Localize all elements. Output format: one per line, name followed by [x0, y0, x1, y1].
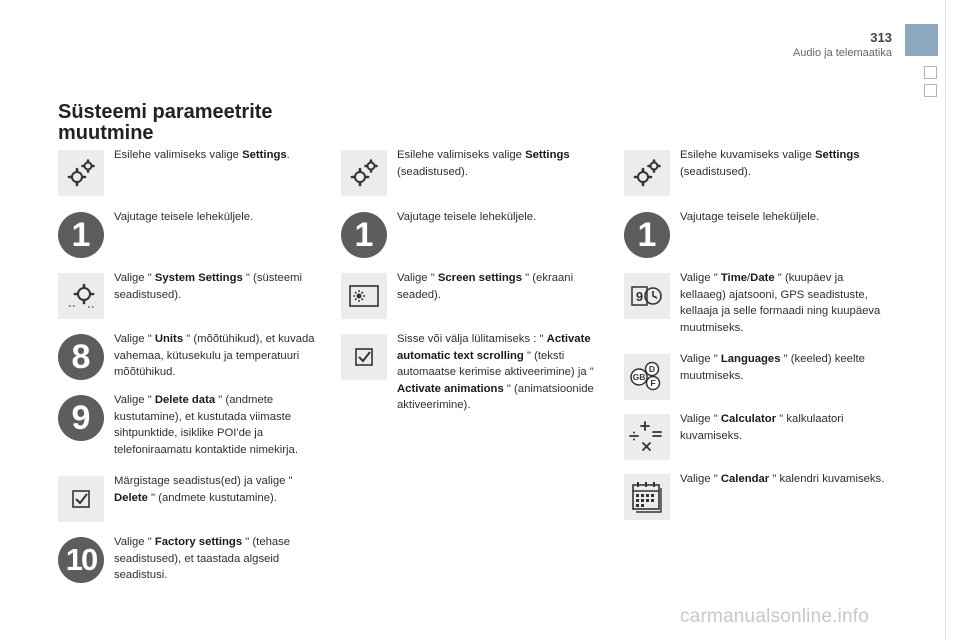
time-icon-digit: 9: [635, 289, 644, 304]
step-text: Vajutage teisele leheküljele.: [114, 211, 254, 223]
step-text: Vajutage teisele leheküljele.: [397, 211, 537, 223]
watermark: carmanualsonline.info: [680, 606, 870, 627]
step-text: Valige " Delete data " (andmete kustutamine), et kustutada viimaste sihtpunktide, isiklike POI'de ja telefoniraamatu kontaktide nimekirja.: [114, 394, 298, 456]
language-label: D: [648, 364, 656, 374]
settings-gears-icon: [341, 150, 387, 196]
languages-icon: [624, 354, 670, 400]
step-text: Valige " Screen settings " (ekraani seaded).: [397, 272, 574, 301]
chapter-tab: [905, 24, 938, 56]
step-text: Valige " Calculator " kalkulaatori kuvamiseks.: [680, 413, 844, 442]
page-title: Süsteemi parameetrite muutmine: [58, 101, 273, 144]
system-settings-icon: [58, 273, 104, 319]
checkbox-icon: [341, 334, 387, 380]
step-text: Valige " Calendar " kalendri kuvamiseks.: [680, 473, 885, 485]
calculator-icon: [624, 414, 670, 460]
section-title: Audio ja telemaatika: [792, 47, 892, 59]
step-text: Esilehe valimiseks valige Settings.: [114, 149, 290, 161]
language-label: GB: [632, 372, 646, 382]
page-number: 313: [870, 30, 892, 45]
step-text: Valige " Units " (mõõtühikud), et kuvada vahemaa, kütusekulu ja temperatuuri mõõtühikud.: [114, 333, 315, 378]
checkbox-icon: [58, 476, 104, 522]
margin-square: [924, 84, 937, 97]
step-text: Märgistage seadistus(ed) ja valige " Delete " (andmete kustutamine).: [114, 475, 293, 504]
step-text: Esilehe valimiseks valige Settings (seadistused).: [397, 149, 570, 178]
step-text: Valige " Factory settings " (tehase seadistused), et taastada algseid seadistusi.: [114, 536, 291, 581]
step-text: Valige " System Settings " (süsteemi seadistused).: [114, 272, 303, 301]
calendar-icon: [624, 474, 670, 520]
step-number-badge: 10: [58, 537, 104, 583]
step-number-badge: 9: [58, 395, 104, 441]
language-label: F: [650, 378, 656, 388]
margin-square: [924, 66, 937, 79]
step-text: Valige " Languages " (keeled) keelte muutmiseks.: [680, 353, 865, 382]
settings-gears-icon: [624, 150, 670, 196]
page-edge-rule: [945, 0, 946, 640]
time-date-icon: [624, 273, 670, 319]
step-number-badge: 1: [341, 212, 387, 258]
step-text: Valige " Time/Date " (kuupäev ja kellaaeg) ajatsooni, GPS seadistuste, kellaaja ja selle formaadi ning kuupäeva muutmiseks.: [680, 272, 881, 334]
step-text: Sisse või välja lülitamiseks : " Activate automatic text scrolling " (teksti automaatse kerimise aktiveerimine) ja " Activate animations " (animatsioonide aktiveerimine).: [397, 333, 594, 411]
step-number-badge: 8: [58, 334, 104, 380]
step-text: Esilehe kuvamiseks valige Settings (seadistused).: [680, 149, 860, 178]
screen-settings-icon: [341, 273, 387, 319]
step-number-badge: 1: [58, 212, 104, 258]
settings-gears-icon: [58, 150, 104, 196]
step-number-badge: 1: [624, 212, 670, 258]
step-text: Vajutage teisele leheküljele.: [680, 211, 820, 223]
